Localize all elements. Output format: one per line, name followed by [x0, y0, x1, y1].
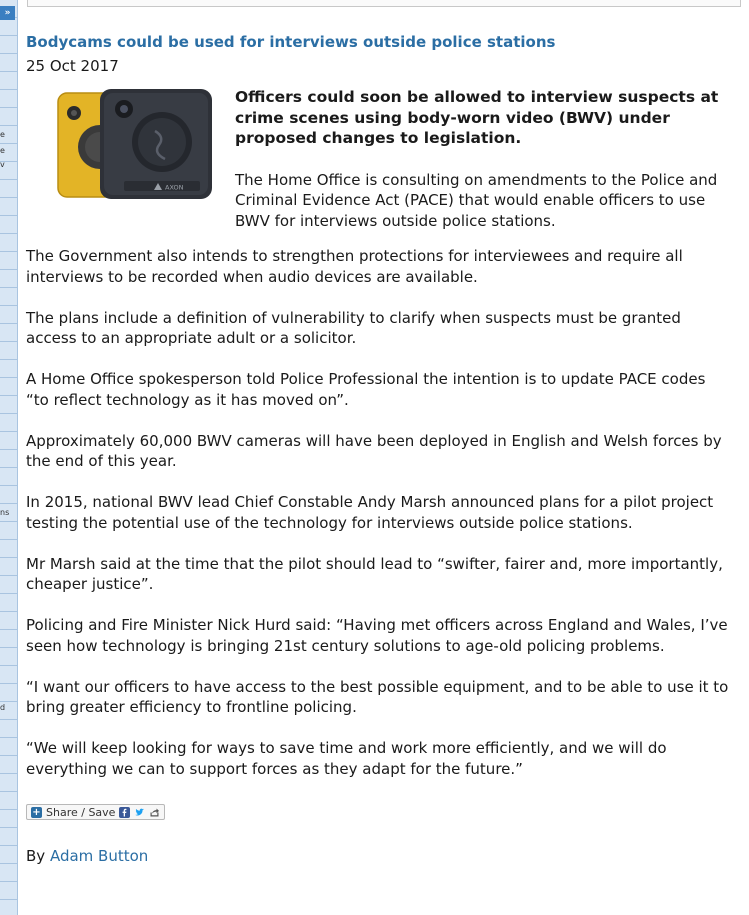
share-save-label: Share / Save [46, 805, 116, 819]
share-arrow-icon[interactable] [149, 807, 160, 818]
article-paragraph: “We will keep looking for ways to save time and work more efficiently, and we will do everything we can to support forces as they adapt for the future.” [26, 739, 667, 778]
sidebar-fragment[interactable]: e [0, 146, 5, 155]
twitter-icon[interactable] [134, 807, 145, 818]
article-date: 25 Oct 2017 [26, 57, 119, 75]
article-paragraph: In 2015, national BWV lead Chief Constable Andy Marsh announced plans for a pilot project testing the potential use of the technology for interviews outside police stations. [26, 493, 714, 532]
article-lead: Officers could soon be allowed to interview suspects at crime scenes using body-worn video (BWV) under proposed changes to legislation. [235, 88, 719, 147]
axon-logo: AXON [165, 183, 184, 192]
article-paragraph: “I want our officers to have access to the best possible equipment, and to be able to use it to bring greater efficiency to frontline policing. [26, 677, 729, 716]
article [26, 28, 731, 866]
article-paragraph: A Home Office spokesperson told Police Professional the intention is to update PACE codes “to reflect technology as it has moved on”. [26, 370, 706, 409]
bodycam-photo [54, 87, 216, 202]
sidebar-fragment[interactable]: d [0, 703, 6, 712]
article-paragraph: The plans include a definition of vulnerability to clarify when suspects must be granted access to an appropriate adult or a solicitor. [26, 308, 681, 347]
facebook-icon[interactable] [119, 807, 130, 818]
sidebar-fragment[interactable]: ns [0, 508, 10, 517]
sidebar-fragment[interactable]: e [0, 130, 5, 139]
sidebar-expand-button[interactable]: » [0, 6, 15, 20]
dark-bodycam [100, 89, 212, 199]
intro-text [235, 87, 731, 231]
article-paragraph: Approximately 60,000 BWV cameras will have been deployed in English and Welsh forces by the end of this year. [26, 431, 722, 470]
sidebar-fragment[interactable]: v [0, 160, 5, 169]
article-headline[interactable]: Bodycams could be used for interviews outside police stations [26, 33, 556, 51]
article-intro [26, 85, 731, 246]
article-paragraph: The Government also intends to strengthen protections for interviewees and require all interviews to be recorded when audio devices are available. [26, 247, 683, 286]
top-content-box [27, 0, 741, 7]
left-sidebar-rail [0, 0, 18, 915]
byline [26, 846, 731, 866]
article-paragraph: Policing and Fire Minister Nick Hurd said: “Having met officers across England and Wales, I’ve seen how technology is bringing 21st century solutions to age-old policing problems. [26, 616, 728, 655]
article-paragraph: Mr Marsh said at the time that the pilot should lead to “swifter, fairer and, more importantly, cheaper justice”. [26, 554, 723, 593]
byline-prefix: By [26, 847, 46, 865]
share-save-button[interactable] [26, 804, 165, 820]
author-link[interactable]: Adam Button [49, 847, 149, 865]
share-plus-icon: + [32, 806, 41, 818]
article-paragraph: The Home Office is consulting on amendments to the Police and Criminal Evidence Act (PACE) that would enable officers to use BWV for interviews outside police stations. [235, 170, 718, 230]
